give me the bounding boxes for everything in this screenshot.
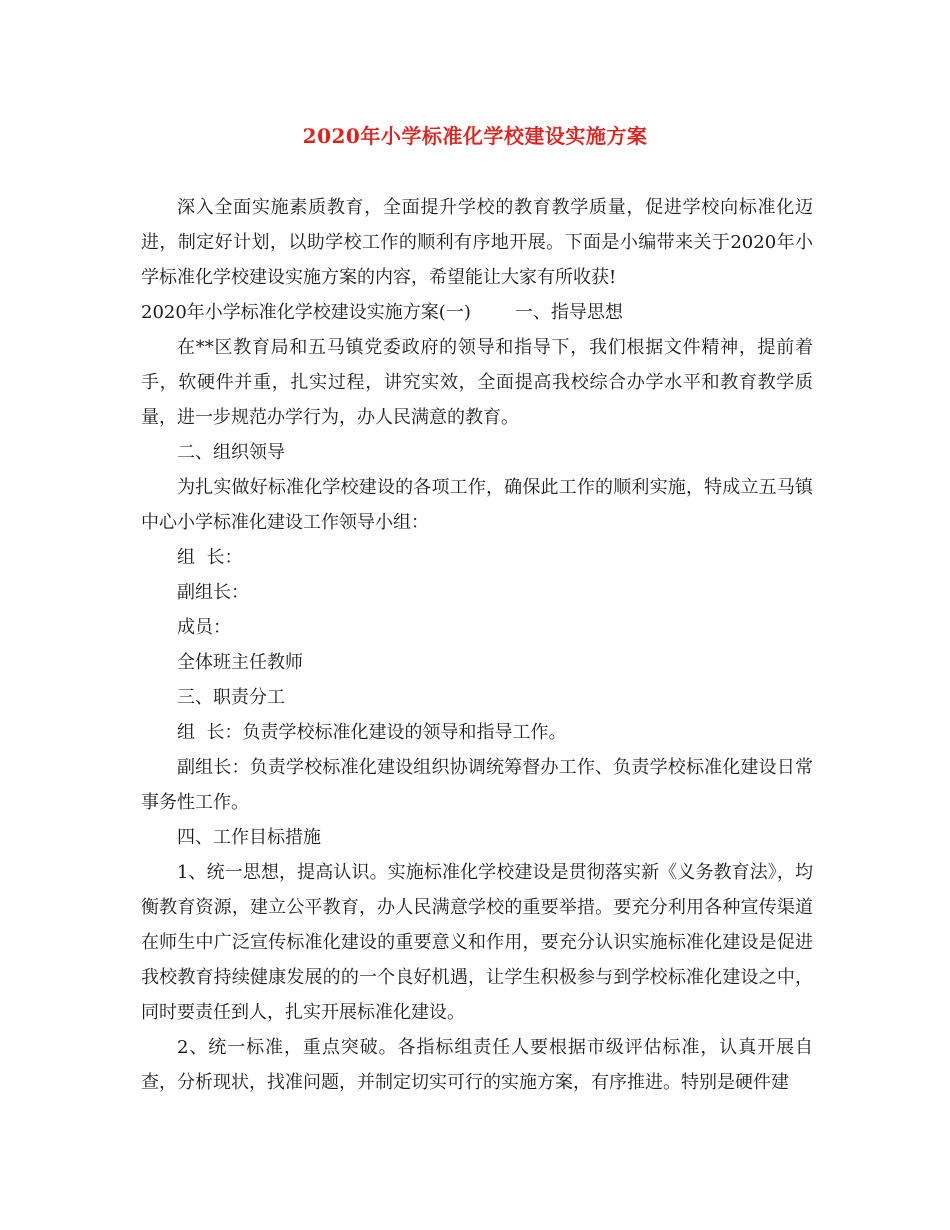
- document-body: [141, 190, 813, 1100]
- members-value: 全体班主任教师: [177, 652, 303, 673]
- intro-paragraph: 深入全面实施素质教育，全面提升学校的教育教学质量，促进学校向标准化迈进，制定好计划，以助学校工作的顺利有序地开展。下面是小编带来关于2020年小学标准化学校建设实施方案的内容，希望能让大家有所收获!: [141, 197, 813, 288]
- group-leader-line: 组 长：: [177, 547, 243, 568]
- leader-duty-line: 组 长：负责学校标准化建设的领导和指导工作。: [177, 722, 567, 743]
- heading-organization: 二、组织领导: [177, 442, 285, 463]
- measure-2-paragraph: 2、统一标准，重点突破。各指标组责任人要根据市级评估标准，认真开展自查，分析现状，找准问题，并制定切实可行的实施方案，有序推进。特别是硬件建: [141, 1037, 813, 1093]
- guiding-ideology-paragraph: 在**区教育局和五马镇党委政府的领导和指导下，我们根据文件精神，提前着手，软硬件并重，扎实过程，讲究实效，全面提高我校综合办学水平和教育教学质量，进一步规范办学行为，办人民满意的教育。: [141, 337, 813, 428]
- heading-responsibilities: 三、职责分工: [177, 687, 285, 708]
- organization-paragraph: 为扎实做好标准化学校建设的各项工作，确保此工作的顺利实施，特成立五马镇中心小学标准化建设工作领导小组：: [141, 477, 813, 533]
- deputy-duty-paragraph: 副组长：负责学校标准化建设组织协调统筹督办工作、负责学校标准化建设日常事务性工作。: [141, 757, 813, 813]
- document-title: 2020年小学标准化学校建设实施方案: [302, 124, 648, 148]
- section-heading-line: [141, 295, 813, 330]
- deputy-leader-line: 副组长：: [177, 582, 249, 603]
- heading-guiding-ideology: 一、指导思想: [514, 302, 623, 323]
- plan-subtitle: 2020年小学标准化学校建设实施方案(一): [141, 302, 471, 323]
- members-line: 成员：: [177, 617, 231, 638]
- heading-work-goals: 四、工作目标措施: [177, 827, 321, 848]
- measure-1-paragraph: 1、统一思想，提高认识。实施标准化学校建设是贯彻落实新《义务教育法》，均衡教育资源，建立公平教育，办人民满意学校的重要举措。要充分利用各种宣传渠道在师生中广泛宣传标准化建设的重要意义和作用，要充分认识实施标准化建设是促进我校教育持续健康发展的的一个良好机遇，让学生积极参与到学校标准化建设之中，同时要责任到人，扎实开展标准化建设。: [141, 862, 813, 1023]
